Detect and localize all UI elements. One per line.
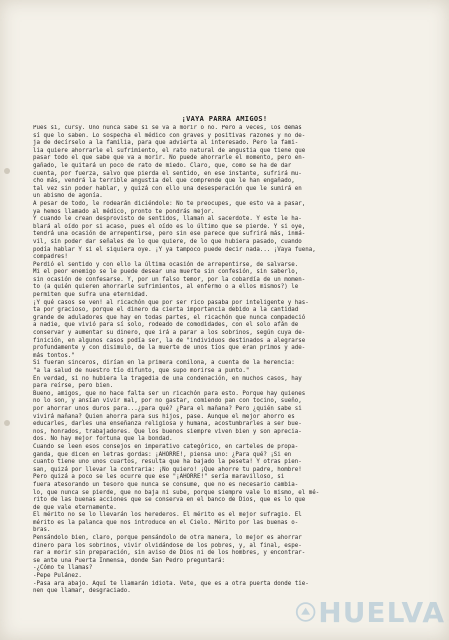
body-line: cuanto tiene uno unos cuartos, resulta que ha bajado la peseta! Y otras pien-: [33, 459, 302, 466]
body-line: ganda, que dicen en letras gordas: ¡AHORRE!, piensa uno: ¿Para qué? ¡Si en: [33, 451, 292, 458]
body-line: ya hemos llamado al médico, pronto te pondrás mejor.: [33, 208, 215, 215]
body-line: permiten que sufra una eternidad.: [33, 292, 149, 299]
body-line: to (a quién quieren ahorrarle sufrimientos, al enfermo o a ellos mismos?) le: [33, 284, 299, 291]
body-line: un abismo de agonía.: [33, 193, 103, 200]
body-line: grande de aduladores que hay en todas partes, el ricachón que nunca compadeció: [33, 314, 306, 321]
body-line: Cuando se leen esos consejos en imperativo categórico, en carteles de propa-: [33, 443, 299, 450]
body-line: El mérito no se lo llevarán los herederos. El mérito es el mejor sufragio. El: [33, 512, 302, 519]
body-line: finición, en algunos casos podía ser, la de "individuos destinados a alegrarse: [33, 337, 306, 344]
body-line: nen que llamar, desgraciado.: [33, 588, 131, 595]
body-line: sí que lo saben. Lo sospecha el médico con graves y positivas razones y no de-: [33, 132, 306, 139]
body-line: conservar y aumentar su dinero, que irá a parar a los sobrinos, según cuya de-: [33, 330, 306, 337]
body-line: Mi el peor enemigo se le puede desear una muerte sin confesión, sin saberlo,: [33, 269, 299, 276]
body-line: no lo son, y ansían vivir mal, por no gastar, comiendo pan con tocino, sueño,: [33, 398, 302, 405]
body-line: podía hablar Y si el siquiera oye. ¡Y ya tampoco puede decir nada... ¡Vaya fuena,: [33, 246, 316, 253]
body-line: vivirá mañana? Quien ahorra para sus hijos, pase. Aunque el mejor ahorro es: [33, 413, 295, 420]
paper-stain: [4, 420, 10, 426]
body-line: lo, que nunca se pierde, que no baja ni sube, porque siempre vale lo mismo, el mé-: [33, 489, 320, 496]
body-line: fuera atesorando un tesoro que nunca se consume, que no es necesario cambia-: [33, 481, 299, 488]
body-line: se ante una Puerta Inmensa, donde San Pedro preguntará:: [33, 557, 225, 564]
body-line: san, quizá por llevar la contraria: ¡No quiero! ¡Que ahorre tu padre, hombre!: [33, 466, 302, 473]
body-line: dos. No hay mejor fortuna que la bondad.: [33, 436, 173, 443]
body-line: compadres!: [33, 254, 68, 261]
body-line: a nadie, que vivió para sí solo, rodeado de comodidades, con el solo afán de: [33, 322, 299, 329]
body-line: ta por gracioso, porque el dinero da cierta importancia debido a la cantidad: [33, 307, 299, 314]
body-line: ¡Y qué casos se ven! al ricachón que por ser rico pasaba por inteligente y has-: [33, 299, 309, 306]
body-line: rar a morir sin preparación, sin aviso de Dios ni de los hombres, y encontrar-: [33, 550, 306, 557]
body-line: -Pepe Pulánez.: [33, 573, 82, 580]
body-line: A pesar de todo, le rodearán diciéndole: No te preocupes, que esto va a pasar,: [33, 200, 306, 207]
body-line: de que vale eternamente.: [33, 504, 117, 511]
body-line: más tontos.": [33, 352, 75, 359]
archive-logo-icon: [295, 600, 316, 624]
archive-watermark: [295, 594, 445, 630]
body-line: Pensándolo bien, claro, porque pensándolo de otra manera, lo mejor es ahorrar: [33, 535, 302, 542]
watermark-text: HUELVA: [318, 595, 445, 629]
body-line: -¿Cómo te llamas?: [33, 565, 93, 572]
body-line: dinero para los sobrinos, vivir olvidándose de los pobres, y, al final, espe-: [33, 542, 302, 549]
body-line: Y cuando le crean desprovisto de sentidos, llaman al sacerdote. Y este le ha-: [33, 216, 302, 223]
body-line: sin ocasión de confesarse. Y, por un falso temor, por la cobardía de un momen-: [33, 276, 306, 283]
body-line: Si fueran sinceros, dirían en la primera comilona, a cuenta de la herencia:: [33, 360, 295, 367]
body-line: "a la salud de nuestro tío difunto, que supo morirse a punto.": [33, 368, 250, 374]
body-line: rito de las buenas acciones que se conserva en el banco de Dios, que es lo que: [33, 497, 306, 504]
body-line: Perdió el sentido y con ello la última ocasión de arrepentirse, de salvarse.: [33, 261, 299, 268]
typed-body-text: [33, 125, 425, 595]
body-line: pasar todo el que sabe que va a morir. No puede ahorrarle el momento, pero en-: [33, 155, 306, 162]
body-line: Bueno, amigos, que no hace falta ser un ricachón para esto. Porque hay quienes: [33, 390, 306, 397]
body-line: tendrá una ocasión de arrepentirse, pero sin ese parece que sufrirá más, inmá-: [33, 231, 306, 238]
body-line: -Pasa ara abajo. Aquí te llamarán idiota. Vete, que es a otra puerta donde tie-: [33, 580, 309, 587]
body-line: En verdad, si no hubiera la tragedia de una condenación, en muchos casos, hay: [33, 375, 302, 382]
body-line: profundamente y con disimulo, de la muerte de unos tíos que eran primos y ade-: [33, 345, 306, 352]
body-line: tal vez sin poder hablar, y quizá con ello una desesperación que le sumirá en: [33, 185, 302, 192]
body-line: Pues sí, cursy. Uno nunca sabe si se va a morir o no. Pero a veces, los demás: [33, 125, 302, 131]
body-line: para reírse, pero bien.: [33, 383, 114, 390]
body-line: lia quiere ahorrarle el sufrimiento, el rato natural de angustia que tiene que: [33, 147, 306, 154]
body-line: mérito es la palanca que nos introduce en el Cielo. Mérito por las buenas o-: [33, 519, 299, 526]
body-line: vil, sin poder dar señales de lo que quiere, de lo que hubiera pasado, cuando: [33, 238, 302, 245]
body-line: blará al oído por si acaso, pues el oído es lo último que se pierde. Y si oye,: [33, 223, 306, 230]
body-line: bras.: [33, 527, 51, 534]
body-line: educarles, darles una enseñanza religiosa y humana, acostumbrarles a ser bue-: [33, 421, 302, 428]
document-title: ¡VAYA PARRA AMIGOS!: [181, 115, 268, 123]
body-line: ja de decírselo a la familia, para que advierta al interesado. Pero la fami-: [33, 140, 299, 147]
paper-stain: [4, 168, 10, 174]
body-line: por ahorrar unos duros para...¿para qué? ¿Para el mañana? Pero ¿quién sabe si: [33, 405, 302, 412]
body-line: cuenta, por fuerza, salvo que pierda el sentido, en ese instante, sufrirá mu-: [33, 170, 302, 177]
body-line: nos, honrados, trabajadores. Que los buenos siempre viven bien y son aprecia-: [33, 428, 302, 435]
body-line: cho más, vendrá la terrible angustia del que comprende que le han engañado,: [33, 178, 295, 185]
body-line: Pero quizá a poco se les ocurre que ese "¡AHORRE!" sería maravilloso, si: [33, 474, 285, 481]
body-line: gañado, le quitará un poco de rato de miedo. Claro, que, como se ha de dar: [33, 162, 292, 169]
